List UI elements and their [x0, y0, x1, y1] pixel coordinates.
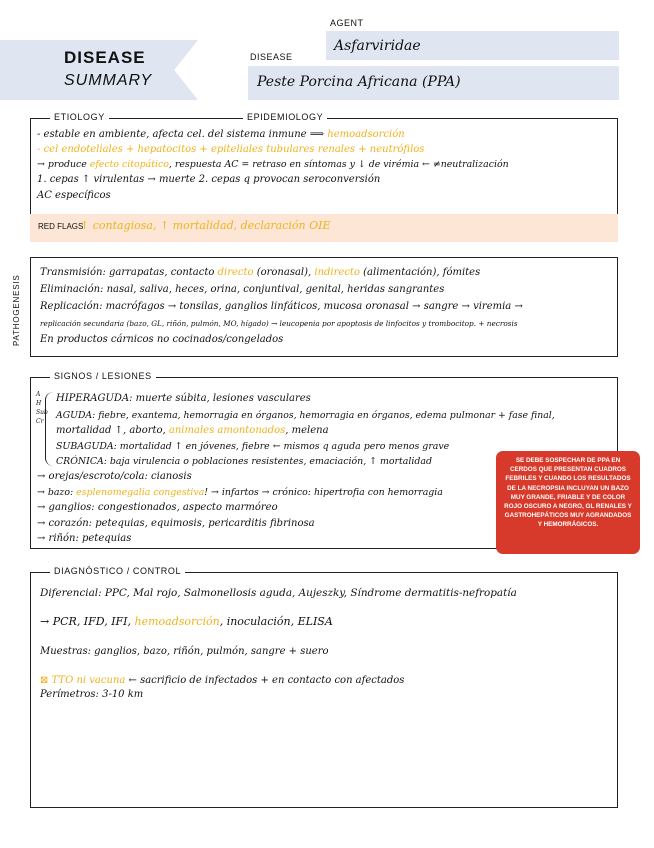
ppa-suspicion-callout: SE DEBE SOSPECHAR DE PPA EN CERDOS QUE PRESENTAN CUADROS FEBRILES Y CUANDO LOS RESULTADOS DE LA NECROPSIA INCLUYAN UN BAZO MUY GRANDE, FRIABLE Y DE COLOR ROJO OSCURO A NEGRO, GL RENALES Y GASTROHEPÁTICOS MUY AGRANDADOS Y HEMORRÁGICOS.	[496, 451, 640, 554]
diagnostic-label: DIAGNÓSTICO / CONTROL	[50, 566, 185, 576]
pathogenesis-line-2: Eliminación: nasal, saliva, heces, orina, conjuntival, genital, heridas sangrantes	[40, 284, 445, 295]
red-flags-text: ↑ contagiosa, ↑ mortalidad, declaración OIE	[80, 219, 331, 232]
signs-line-9: → corazón: petequias, equimosis, pericarditis fibrinosa	[37, 518, 315, 529]
agent-value: Asfarviridae	[334, 38, 421, 54]
signs-line-2: AGUDA: fiebre, exantema, hemorragia en órganos, hemorragia en órganos, edema pulmonar + fase final,	[56, 410, 555, 421]
diagnostic-line-1: Diferencial: PPC, Mal rojo, Salmonellosis aguda, Aujeszky, Síndrome dermatitis-nefropatía	[40, 587, 517, 599]
diagnostic-line-4: ⊠ TTO ni vacuna ← sacrificio de infectados + en contacto con afectados	[40, 675, 405, 686]
pathogenesis-line-5: En productos cárnicos no cocinados/congelados	[40, 334, 284, 345]
etiology-label: ETIOLOGY	[50, 112, 109, 122]
etiology-line-4: 1. cepas ↑ virulentas → muerte 2. cepas q provocan seroconversión	[37, 174, 381, 185]
signs-line-10: → riñón: petequias	[37, 533, 132, 544]
epidemiology-label: EPIDEMIOLOGY	[243, 112, 327, 122]
signs-label: SIGNOS / LESIONES	[50, 371, 156, 381]
pathogenesis-label: PATHOGENESIS	[12, 274, 21, 346]
signs-line-8: → ganglios: congestionados, aspecto marmóreo	[37, 502, 278, 513]
pathogenesis-line-1: Transmisión: garrapatas, contacto directo (oronasal), indirecto (alimentación), fómites	[40, 267, 481, 278]
red-flags-label: RED FLAGS	[38, 222, 84, 231]
etiology-line-5: AC específicos	[37, 190, 111, 201]
disease-value: Peste Porcina Africana (PPA)	[257, 74, 461, 90]
signs-line-6: → orejas/escroto/cola: cianosis	[37, 471, 192, 482]
signs-line-5: CRÓNICA: baja virulencia o poblaciones resistentes, emaciación, ↑ mortalidad	[56, 456, 432, 467]
diagnostic-line-3: Muestras: ganglios, bazo, riñón, pulmón, sangre + suero	[40, 646, 329, 657]
signs-line-4: SUBAGUDA: mortalidad ↑ en jóvenes, fiebre ← mismos q aguda pero menos grave	[56, 441, 450, 452]
signs-line-1: HIPERAGUDA: muerte súbita, lesiones vasculares	[56, 393, 311, 404]
banner-subtitle: SUMMARY	[64, 72, 153, 89]
diagnostic-line-5: Perímetros: 3-10 km	[40, 689, 144, 700]
signs-line-7: → bazo: esplenomegalia congestiva! → infartos → crónico: hipertrofia con hemorragia	[37, 487, 443, 498]
banner-title: DISEASE	[64, 48, 146, 67]
agent-label: AGENT	[330, 18, 364, 28]
signs-brace	[45, 392, 54, 466]
diagnostic-line-2: → PCR, IFD, IFI, hemoadsorción, inoculación, ELISA	[40, 615, 333, 628]
etiology-line-2: - cel endoteliales + hepatocitos + epiteliales tubulares renales + neutrófilos	[37, 144, 425, 155]
pathogenesis-line-4: replicación secundaria (bazo, GL, riñón, pulmón, MO, hígado) → leucopenia por apoptosis de linfocitos y trombocitop. + necrosis	[40, 319, 518, 328]
signs-side-marks: A H Sub Cr	[36, 391, 48, 425]
disease-label: DISEASE	[250, 52, 293, 62]
etiology-line-3: → produce efecto citopático, respuesta AC = retraso en síntomas y ↓ de virémia ← ≠neutralización	[37, 159, 509, 170]
pathogenesis-line-3: Replicación: macrófagos → tonsilas, ganglios linfáticos, mucosa oronasal → sangre → viremia →	[40, 301, 523, 312]
etiology-line-1: - estable en ambiente, afecta cel. del sistema inmune ⟹ hemoadsorción	[37, 129, 405, 140]
signs-line-3: mortalidad ↑, aborto, animales amontonados, melena	[56, 425, 329, 436]
